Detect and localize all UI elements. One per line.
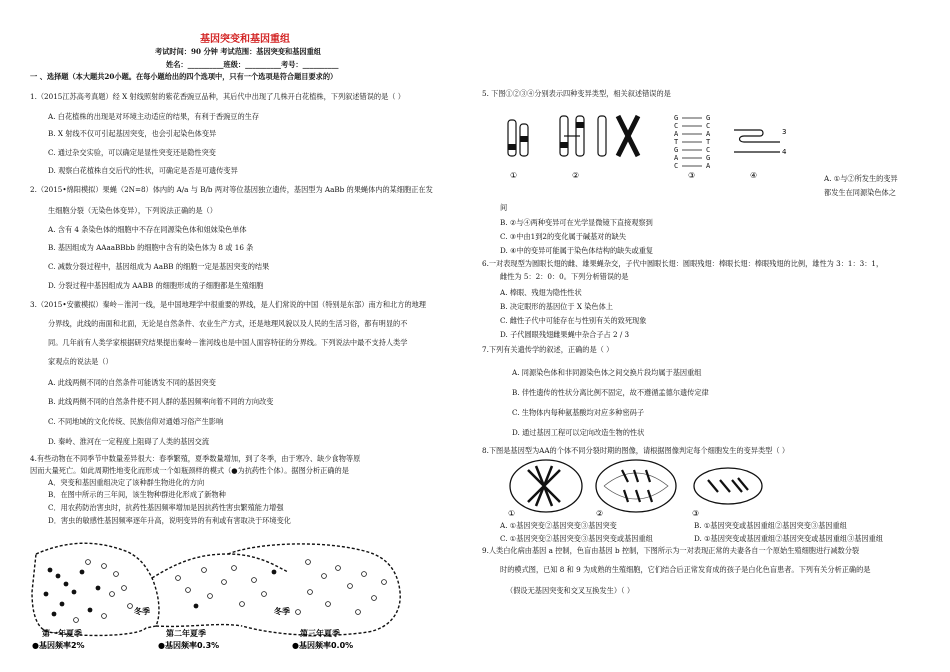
q3-option-a: A. 此线两侧不同的自然条件可能诱发不同的基因突变: [48, 378, 216, 387]
q4-option-c: C．用农药防治害虫时，抗药性基因频率增加是因抗药性害虫繁殖能力增强: [48, 503, 284, 512]
base-right-6: A: [706, 162, 711, 170]
freq-label-2: ●基因频率0.3%: [158, 641, 220, 650]
q2-stem-line1: 2.（2015•绵阳模拟）果蝇（2N=8）体内的 A/a 与 B/b 两对等位基因独立遗传，基因型为 AaBb 的果蝇体内的某细胞正在发: [30, 185, 433, 194]
q5-option-b: B. ②与④两种变异可在光学显微镜下直接观察到: [500, 218, 653, 227]
base-left-0: G: [674, 114, 679, 122]
base-left-1: C: [674, 122, 679, 130]
winter-label-2: 冬季: [274, 607, 290, 616]
freq-label-1: ●基因频率2%: [32, 641, 85, 650]
base-right-5: G: [706, 154, 711, 162]
q2-option-d: D. 分裂过程中基因组成为 AABB 的细胞形成的子细胞都是生殖细胞: [48, 281, 264, 290]
winter-label-1: 冬季: [134, 607, 150, 616]
q3-option-d: D. 秦岭、淮河在一定程度上阻碍了人类的基因交流: [48, 437, 210, 446]
q1-option-a: A. 白花植株的出现是对环境主动适应的结果，有利于香豌豆的生存: [48, 112, 260, 121]
q3-line-1: 3.（2015•安徽模拟）秦岭－淮河一线，是中国地理学中很重要的界线，是人们常说的中国（特别是东部）南方和北方的地理: [30, 300, 426, 309]
year1-label: 第一年夏季: [42, 629, 82, 638]
q1-stem: 1.（2015江苏高考真题）经 X 射线照射的紫花香豌豆品种，其后代中出现了几株开白花植株，下列叙述错误的是（ ）: [30, 92, 405, 101]
year2-label: 第二年夏季: [166, 629, 206, 638]
freq-label-3: ●基因频率0.0%: [292, 641, 354, 650]
fig-num-3: 3: [782, 128, 787, 136]
q8-option-a: A. ①基因突变②基因突变③基因突变: [500, 521, 617, 530]
q3-line-4: 家观点的说法是（）: [48, 357, 113, 366]
q1-option-d: D. 观察白花植株自交后代的性状，可确定是否是可遗传变异: [48, 166, 238, 175]
q7-stem: 7.下列有关遗传学的叙述，正确的是（ ）: [482, 345, 614, 354]
exam-info: 考试时间：90 分钟 考试范围：基因突变和基因重组: [155, 47, 321, 56]
q8-option-c: C. ①基因突变②基因突变③基因突变或基因重组: [500, 534, 653, 543]
q5-option-a-line2: 都发生在同源染色体之: [824, 188, 896, 197]
fig8-label-2: ②: [596, 509, 604, 518]
q9-line-3: （假设无基因突变和交叉互换发生）（ ）: [506, 586, 635, 595]
q5-option-a-line3: 间: [500, 203, 508, 212]
q4-line-1: 4.有些动物在不同季节中数量差异很大：春季繁殖，夏季数量增加，到了冬季，由于寒冷、缺少食物等原: [30, 454, 361, 463]
q6-line-1: 6.一对表现型为圆眼长翅的雌、雄果蝇杂交，子代中圆眼长翅：圆眼残翅：棒眼长翅：棒眼残翅的比例，雄性为 3：1：3：1，: [482, 259, 884, 268]
q1-option-c: C. 通过杂交实验，可以确定是显性突变还是隐性突变: [48, 148, 216, 157]
fig5-label-4: ④: [750, 171, 758, 180]
page-title: 基因突变和基因重组: [200, 34, 290, 45]
q6-option-d: D. 子代圆眼残翅雌果蝇中杂合子占 2 / 3: [500, 330, 630, 339]
cell-division-figure: [506, 456, 766, 518]
q3-option-b: B. 此线两侧不同的自然条件使不同人群的基因频率向着不同的方向改变: [48, 397, 274, 406]
fig8-label-1: ①: [508, 509, 516, 518]
population-bottleneck-figure: [28, 532, 410, 650]
q5-stem: 5. 下图①②③④分别表示四种变异类型，相关叙述错误的是: [482, 89, 671, 98]
q7-option-c: C. 生物体内每种氨基酸均对应多种密码子: [512, 408, 645, 417]
q9-line-1: 9.人类白化病由基因 a 控制，色盲由基因 b 控制，下图所示为一对表现正常的夫妻各自一个原始生殖细胞进行减数分裂: [482, 546, 860, 555]
student-info-line: 姓名：__________班级：__________考号：__________: [166, 60, 339, 69]
q2-option-c: C. 减数分裂过程中，基因组成为 AaBB 的细胞一定是基因突变的结果: [48, 262, 270, 271]
base-left-4: G: [674, 146, 679, 154]
q2-option-b: B. 基因组成为 AAaaBBbb 的细胞中含有的染色体为 8 或 16 条: [48, 243, 254, 252]
q7-option-a: A. 同源染色体和非同源染色体之间交换片段均属于基因重组: [512, 368, 702, 377]
q5-option-d: D. ④中的变异可能属于染色体结构的缺失或重复: [500, 246, 654, 255]
fig-num-4: 4: [782, 148, 787, 156]
fig8-label-3: ③: [692, 509, 700, 518]
fig5-label-2: ②: [572, 171, 580, 180]
q2-option-a: A. 含有 4 条染色体的细胞中不存在同源染色体和姐妹染色单体: [48, 225, 247, 234]
base-left-2: A: [674, 130, 679, 138]
q7-option-b: B. 伴性遗传的性状分离比例不固定，故不遵循孟德尔遗传定律: [512, 388, 709, 397]
q4-line-2: 因而大量死亡。如此周期性地变化而形成一个如瓶颈样的模式（●为抗药性个体）。据图分析正确的是: [30, 466, 349, 475]
q7-option-d: D. 通过基因工程可以定向改造生物的性状: [512, 428, 645, 437]
variation-types-figure: [498, 106, 798, 182]
q6-option-c: C. 雌性子代中可能存在与性别有关的致死现象: [500, 316, 647, 325]
base-right-4: C: [706, 146, 711, 154]
base-left-5: A: [674, 154, 679, 162]
q5-option-a-line1: A. ①与②所发生的变异: [824, 174, 898, 183]
q1-option-b: B. X 射线不仅可引起基因突变，也会引起染色体变异: [48, 129, 217, 138]
q3-line-2: 分界线，此线的南面和北面，无论是自然条件、农业生产方式，还是地理风貌以及人民的生活习俗，都有明显的不: [48, 319, 408, 328]
base-right-3: T: [706, 138, 711, 146]
q6-line-2: 雌性为 5：2：0：0。下列分析错误的是: [500, 272, 629, 281]
year3-label: 第三年夏季: [300, 629, 340, 638]
q8-option-d: D. ①基因突变或基因重组②基因突变或基因重组③基因重组: [694, 534, 884, 543]
q3-option-c: C. 不同地域的文化传统、民族信仰对通婚习俗产生影响: [48, 417, 224, 426]
q6-option-b: B. 决定眼形的基因位于 X 染色体上: [500, 302, 613, 311]
base-right-1: C: [706, 122, 711, 130]
q4-option-b: B．在图中所示的三年间，该生物种群进化形成了新物种: [48, 490, 226, 499]
q8-stem: 8.下图是基因型为AA的个体不同分裂时期的图像，请根据图像判定每个细胞发生的变异类型（ ）: [482, 446, 790, 455]
q2-stem-line2: 生细胞分裂（无染色体变异），下列说法正确的是（）: [48, 206, 217, 215]
q3-line-3: 同。几年前有人类学家根据研究结果提出秦岭－淮河线也是中国人面容特征的分界线。下列说法中最不支持人类学: [48, 338, 408, 347]
fig5-label-3: ③: [688, 171, 696, 180]
q6-option-a: A. 棒眼、残翅为隐性性状: [500, 288, 582, 297]
fig5-label-1: ①: [510, 171, 518, 180]
q9-line-2: 时的模式图，已知 8 和 9 为成熟的生殖细胞，它们结合后正常发育成的孩子是白化色盲患者。下列有关分析正确的是: [500, 565, 871, 574]
base-left-3: T: [674, 138, 679, 146]
base-right-0: G: [706, 114, 711, 122]
q8-option-b: B. ①基因突变或基因重组②基因突变③基因重组: [694, 521, 847, 530]
base-right-2: A: [706, 130, 711, 138]
base-left-6: C: [674, 162, 679, 170]
section-title: 一 、选择题（本大题共20小题。在每小题给出的四个选项中，只有一个选项是符合题目要求的）: [30, 72, 338, 81]
q4-option-a: A．突变和基因重组决定了该种群生物进化的方向: [48, 478, 205, 487]
q5-option-c: C. ③中由1到2的变化属于碱基对的缺失: [500, 232, 627, 241]
q4-option-d: D．害虫的敏感性基因频率逐年升高，说明变异的有利或有害取决于环境变化: [48, 516, 291, 525]
